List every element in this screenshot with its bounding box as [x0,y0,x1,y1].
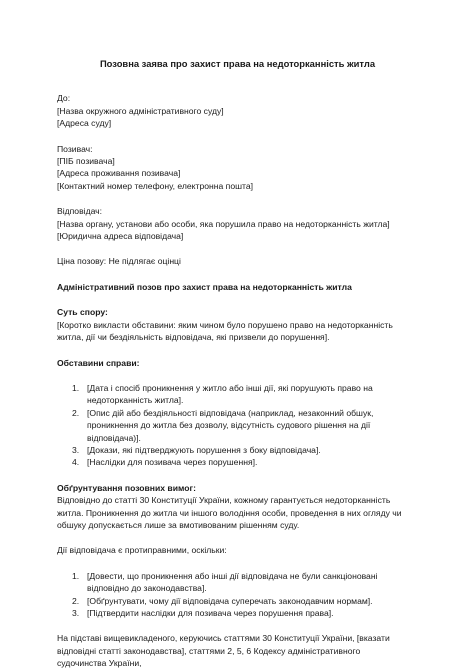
list-item-text: [Опис дій або бездіяльності відповідача (наприклад, незаконний обшук, [87,407,374,418]
circumstances-section [57,357,414,469]
court-label: До: [57,93,71,104]
closing-line: судочинства України, [57,658,142,669]
list-item [57,456,414,468]
list-item-text: проникнення до житла без дозволу, відсутність судового рішення на дії [87,420,371,431]
list-item-number: 1. [72,570,80,581]
list-item-number: 2. [72,407,80,418]
court-block [57,92,414,129]
plaintiff-contacts: [Контактний номер телефону, електронна пошта] [57,180,254,191]
plaintiff-name: [ПІБ позивача] [57,156,115,167]
plaintiff-label: Позивач: [57,143,93,154]
list-item-number: 3. [72,608,80,618]
claim-price: Ціна позову: Не підлягає оцінці [57,256,181,267]
dispute-line: житла, дії чи бездіяльність відповідача, які призвели до порушення]. [57,332,330,343]
grounds-intro: Дії відповідача є протиправними, оскільки: [57,545,227,556]
defendant-label: Відповідач: [57,206,103,217]
list-item-text: [Обґрунтувати, чому дії відповідача суперечать законодавчим нормам]. [87,595,373,606]
list-item-text: недоторканність житла]. [87,395,184,406]
dispute-line: [Коротко викласти обставини: яким чином було порушено право на недоторканність [57,319,393,330]
closing-line: На підставі вищевикладеного, керуючись статтями 30 Конституції України, [вказати [57,633,390,644]
grounds-section [57,482,414,620]
list-item [57,595,414,607]
document-title: Позовна заява про захист права на недоторканність житла [99,58,376,69]
grounds-line: Відповідно до статті 30 Конституції України, кожному гарантується недоторканність [57,495,391,506]
defendant-block [57,205,414,242]
list-item-number: 2. [72,595,80,606]
list-item [57,607,414,619]
circumstances-heading: Обставини справи: [57,357,140,368]
list-item-number: 1. [72,382,80,393]
grounds-line: житла. Проникнення до житла чи іншого володіння особи, проведення в них огляду чи [57,507,402,518]
court-address: [Адреса суду] [57,118,112,129]
circumstances-list [57,382,414,469]
list-item-text: [Підтвердити наслідки для позивача через порушення права]. [87,608,334,618]
list-item-text: [Докази, які підтверджують порушення з боку відповідача]. [87,444,321,455]
list-item-number: 4. [72,457,80,468]
list-item-text: відповідача)]. [87,432,141,443]
closing-line: відповідні статті законодавства], статтями 2, 5, 6 Кодексу адміністративного [57,645,361,656]
defendant-address: [Юридична адреса відповідача] [57,231,184,242]
grounds-list [57,570,414,620]
list-item-text: відповідно до законодавства]. [87,583,207,594]
defendant-name: [Назва органу, установи або особи, яка порушила право на недоторканність житла] [57,218,390,229]
plaintiff-address: [Адреса проживання позивача] [57,168,181,179]
dispute-heading: Суть спору: [57,307,108,318]
list-item [57,444,414,456]
list-item [57,407,414,444]
grounds-heading: Обґрунтування позовних вимог: [57,482,196,493]
dispute-section [57,306,414,343]
list-item-number: 3. [72,444,80,455]
claim-heading: Адміністративний позов про захист права на недоторканність житла [57,281,352,292]
list-item-text: [Дата і спосіб проникнення у житло або інші дії, які порушують право на [87,382,373,393]
list-item-text: [Довести, що проникнення або інші дії відповідача не були санкціоновані [87,570,378,581]
court-name: [Назва окружного адміністративного суду] [57,105,224,116]
closing-section [57,632,414,669]
grounds-line: обшуку допускається лише за вмотивованим рішенням суду. [57,519,300,530]
list-item [57,382,414,407]
list-item-text: [Наслідки для позивача через порушення]. [87,457,258,468]
plaintiff-block [57,143,414,193]
list-item [57,570,414,595]
